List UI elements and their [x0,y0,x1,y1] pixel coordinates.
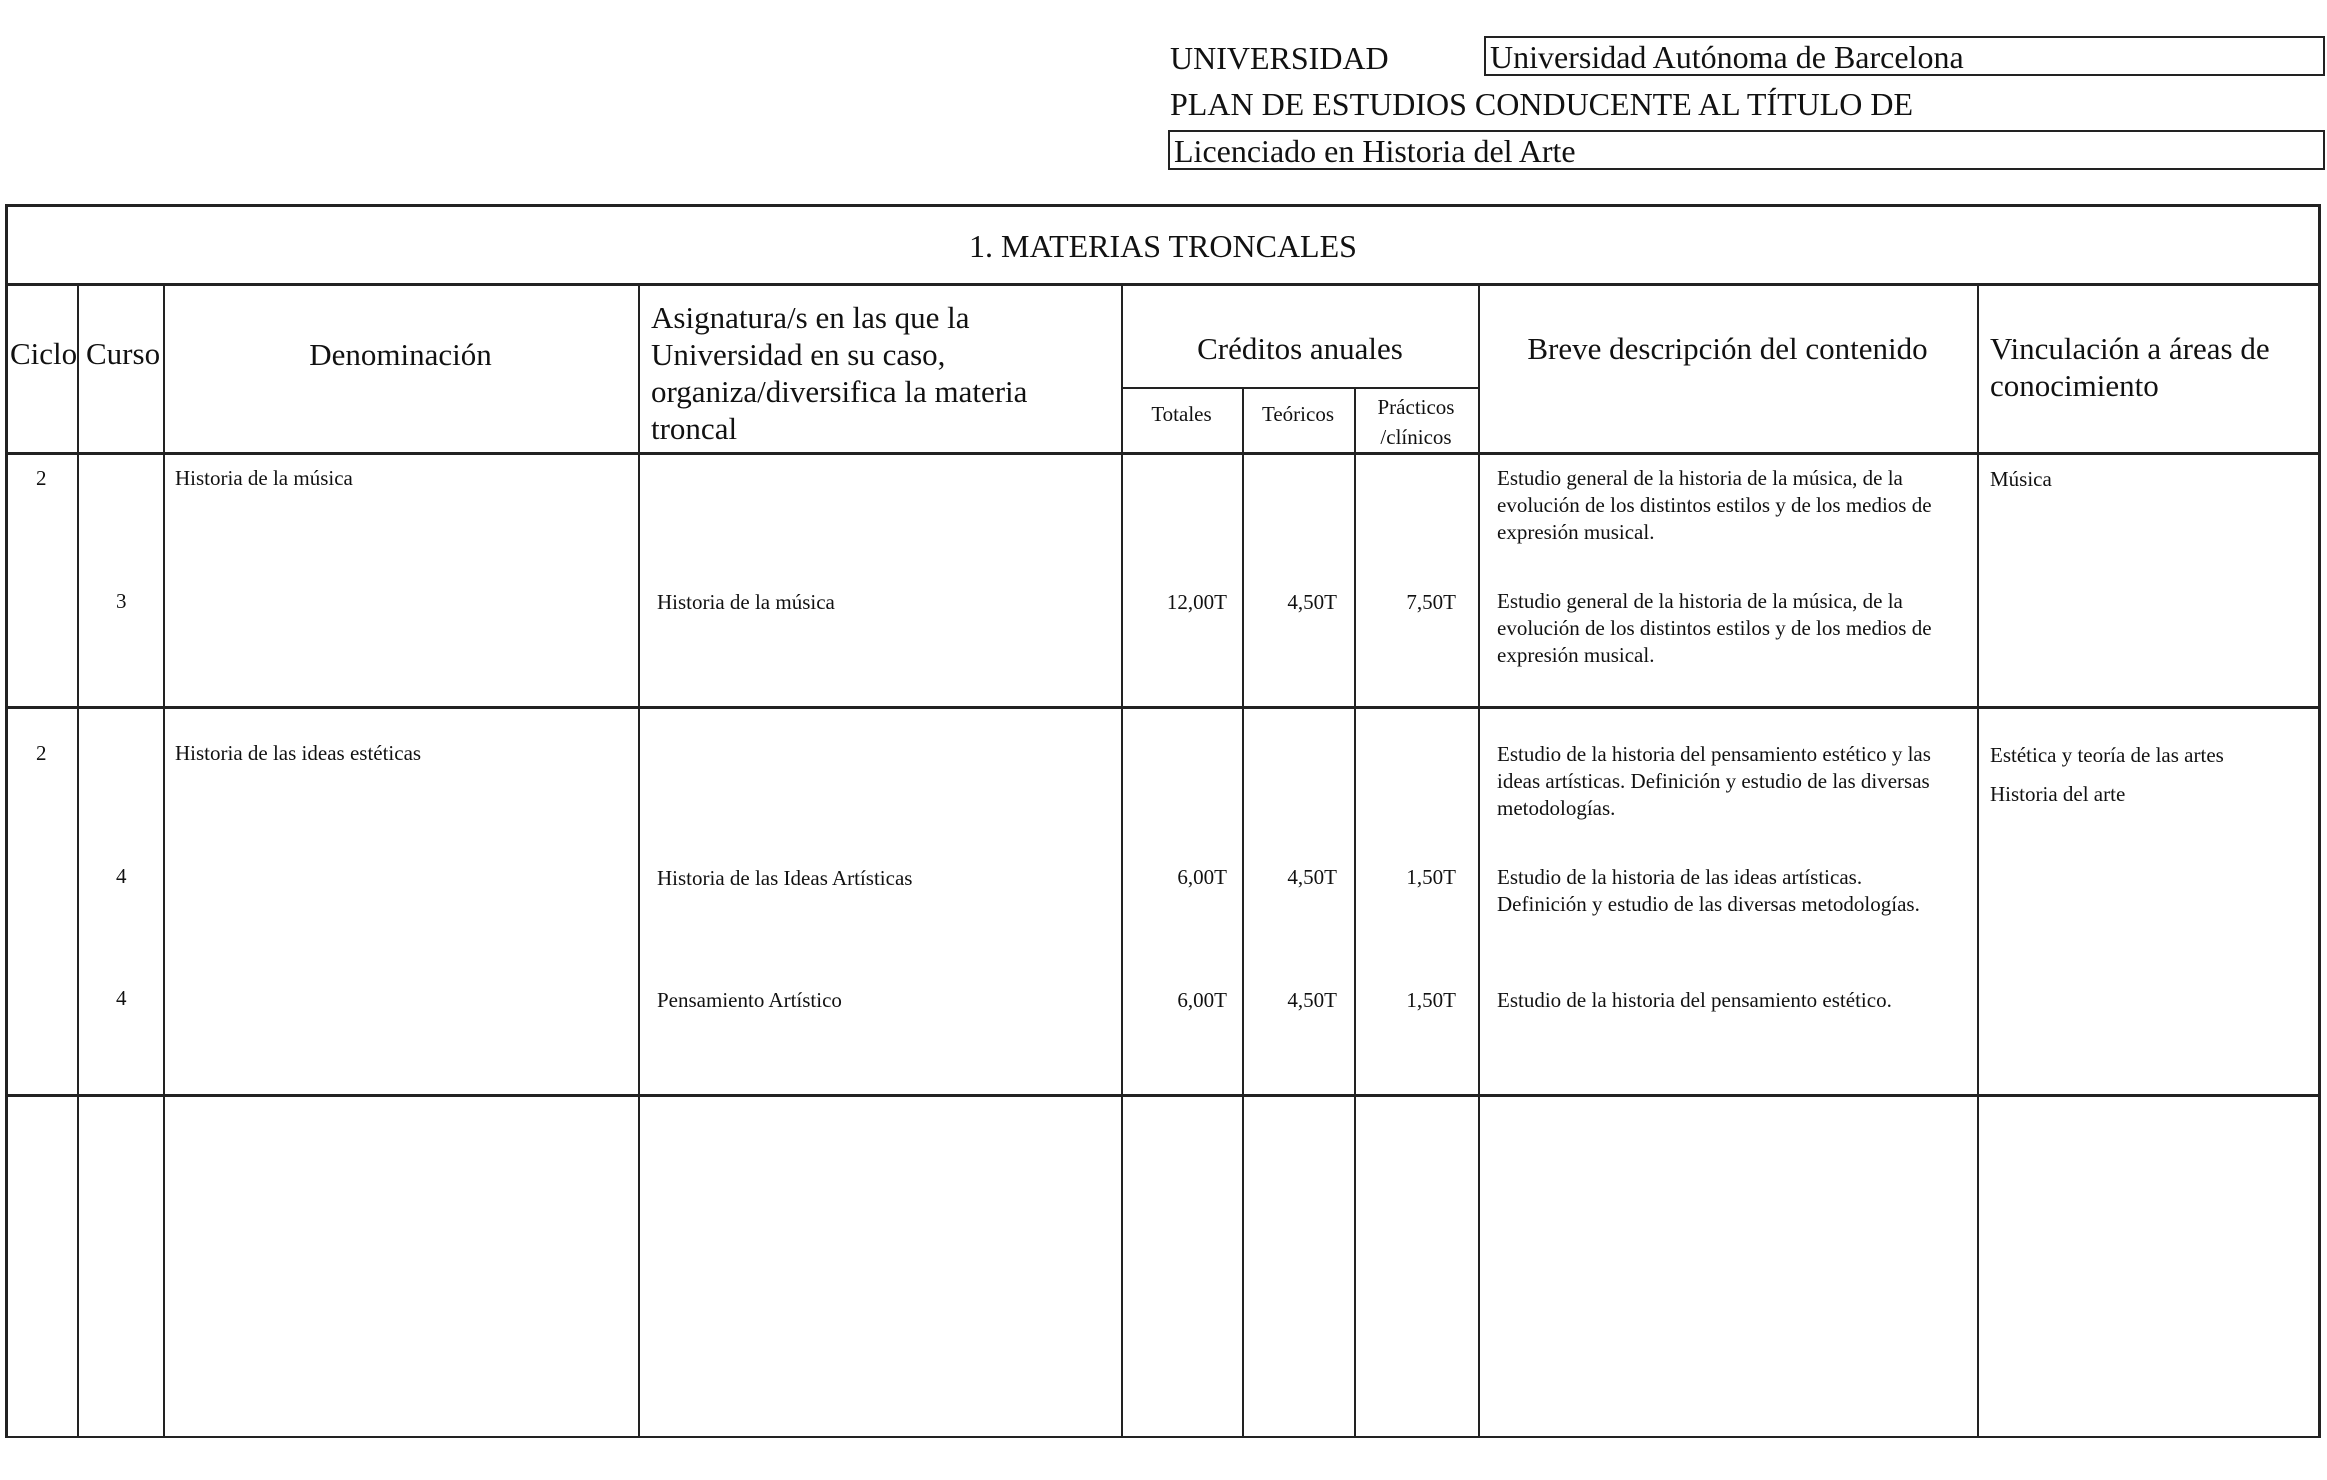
block2-row2-totales: 6,00T [1177,988,1227,1012]
rule-block1-bottom [5,706,2321,709]
col-vinculacion: Vinculación a áreas de conocimiento [1990,331,2270,403]
col-rule [1977,284,1979,1438]
block2-area2: Historia del arte [1990,782,2126,806]
col-rule [163,284,165,1438]
table-title: 1. MATERIAS TRONCALES [969,228,1357,264]
materias-table [5,204,2321,1438]
plan-label: PLAN DE ESTUDIOS CONDUCENTE AL TÍTULO DE [1170,86,1914,122]
block1-area: Música [1990,467,2052,491]
block1-row-practicos: 7,50T [1406,590,1456,614]
col-ciclo: Ciclo [10,336,78,371]
col-rule [1478,284,1480,1438]
block2-row2-asignatura: Pensamiento Artístico [657,988,842,1012]
col-rule [1242,388,1244,1438]
col-totales: Totales [1151,402,1212,426]
rule-title [5,283,2321,286]
col-curso: Curso [86,336,161,371]
block2-row1-asignatura: Historia de las Ideas Artísticas [657,866,913,890]
universidad-field: Universidad Autónoma de Barcelona [1484,36,2325,76]
universidad-label: UNIVERSIDAD [1170,40,1389,76]
block2-row1-teoricos: 4,50T [1287,865,1337,889]
block1-row-descripcion: Estudio general de la historia de la música, de la evolución de los distintos estilos y de los medios de expresión musical. [1497,589,1932,667]
block2-row2-curso: 4 [116,986,127,1010]
block1-row-totales: 12,00T [1166,590,1227,614]
block1-descripcion: Estudio general de la historia de la música, de la evolución de los distintos estilos y de los medios de expresión musical. [1497,466,1932,544]
rule-block2-bottom [5,1094,2321,1097]
block2-row2-practicos: 1,50T [1406,988,1456,1012]
block2-denominacion: Historia de las ideas estéticas [175,741,422,765]
block2-descripcion: Estudio de la historia del pensamiento estético y las ideas artísticas. Definición y estudio de las diversas metodologías. [1497,742,1931,820]
col-rule [77,284,79,1438]
block2-area1: Estética y teoría de las artes [1990,743,2224,767]
col-creditos: Créditos anuales [1197,331,1403,366]
block2-row1-totales: 6,00T [1177,865,1227,889]
block2-row1-practicos: 1,50T [1406,865,1456,889]
col-teoricos: Teóricos [1261,402,1334,426]
col-denominacion: Denominación [309,337,492,372]
block1-row-asignatura: Historia de la música [657,590,835,614]
titulo-field: Licenciado en Historia del Arte [1168,130,2325,170]
block2-row1-descripcion: Estudio de la historia de las ideas artísticas. Definición y estudio de las diversas metodologías. [1497,865,1920,916]
col-rule [1354,388,1356,1438]
col-descripcion: Breve descripción del contenido [1527,331,1928,366]
block1-row-teoricos: 4,50T [1287,590,1337,614]
block2-row1-curso: 4 [116,864,127,888]
block2-ciclo: 2 [36,741,47,765]
rule-creditos-sub [1121,387,1479,389]
block1-row-curso: 3 [116,589,127,613]
col-rule [1121,284,1123,1438]
block2-row2-teoricos: 4,50T [1287,988,1337,1012]
block2-row2-descripcion: Estudio de la historia del pensamiento estético. [1497,988,1892,1012]
col-rule [638,284,640,1438]
block1-denominacion: Historia de la música [175,466,353,490]
col-asignatura: Asignatura/s en las que la Universidad en su caso, organiza/diversifica la materia troncal [651,300,1028,446]
block1-ciclo: 2 [36,466,47,490]
rule-header-bottom [5,452,2321,455]
col-practicos: Prácticos /clínicos [1377,395,1455,449]
